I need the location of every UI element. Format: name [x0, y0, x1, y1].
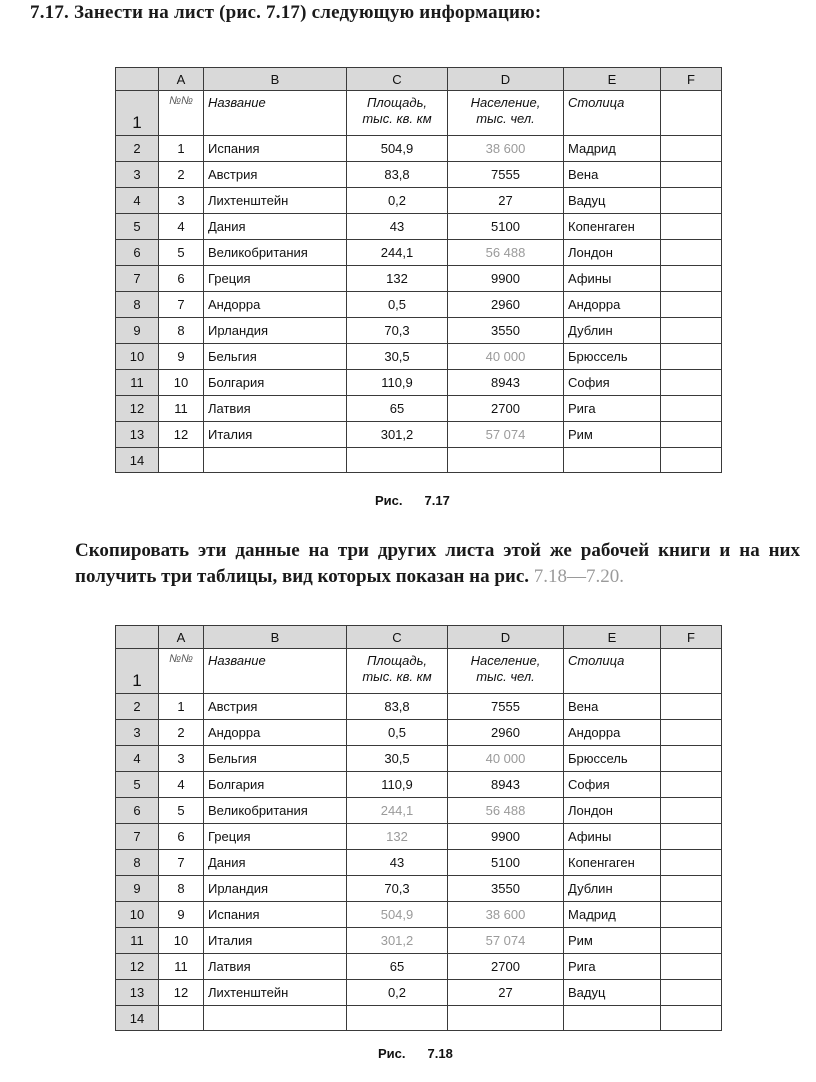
cell-number[interactable]: 12	[159, 980, 204, 1006]
cell-country[interactable]: Латвия	[204, 954, 347, 980]
table-row	[116, 318, 722, 344]
table-row	[116, 136, 722, 162]
row-number[interactable]: 2	[116, 694, 159, 720]
header-capital[interactable]: Столица	[564, 649, 661, 694]
empty-cell[interactable]	[661, 980, 722, 1006]
cell-country[interactable]: Андорра	[204, 292, 347, 318]
empty-cell[interactable]	[564, 1006, 661, 1031]
empty-cell[interactable]	[661, 292, 722, 318]
row-number[interactable]: 5	[116, 214, 159, 240]
column-header-a[interactable]: A	[159, 68, 204, 91]
empty-cell[interactable]	[661, 266, 722, 292]
empty-cell[interactable]	[661, 370, 722, 396]
cell-country[interactable]: Ирландия	[204, 876, 347, 902]
row-number[interactable]: 9	[116, 318, 159, 344]
paragraph-text: Скопировать эти данные на три других листа этой же рабочей книги и на них получить три таблицы, вид которых показан на рис.	[75, 540, 800, 587]
empty-cell[interactable]	[661, 188, 722, 214]
cell-area[interactable]: 132	[347, 824, 448, 850]
spreadsheet-fig-7-17	[115, 67, 722, 473]
row-number[interactable]: 2	[116, 136, 159, 162]
cell-country[interactable]: Австрия	[204, 694, 347, 720]
empty-cell[interactable]	[661, 798, 722, 824]
empty-cell[interactable]	[661, 1006, 722, 1031]
cell-capital[interactable]: Вена	[564, 162, 661, 188]
table-row	[116, 162, 722, 188]
cell-capital[interactable]: Мадрид	[564, 136, 661, 162]
cell-capital[interactable]: Брюссель	[564, 344, 661, 370]
cell-number[interactable]: 10	[159, 928, 204, 954]
cell-country[interactable]: Лихтенштейн	[204, 188, 347, 214]
cell-population[interactable]: 3550	[448, 876, 564, 902]
cell-country[interactable]: Италия	[204, 928, 347, 954]
cell-population[interactable]: 5100	[448, 850, 564, 876]
header-pop-line1: Население,	[470, 95, 541, 110]
cell-country[interactable]: Италия	[204, 422, 347, 448]
empty-cell[interactable]	[448, 1006, 564, 1031]
header-area-line1: Площадь,	[366, 95, 428, 110]
cell-number[interactable]: 1	[159, 694, 204, 720]
cell-country[interactable]: Греция	[204, 266, 347, 292]
header-capital[interactable]: Столица	[564, 91, 661, 136]
row-number[interactable]: 12	[116, 954, 159, 980]
cell-number[interactable]: 11	[159, 396, 204, 422]
empty-cell[interactable]	[661, 954, 722, 980]
cell-population[interactable]: 8943	[448, 370, 564, 396]
cell-capital[interactable]: Мадрид	[564, 902, 661, 928]
cell-country[interactable]: Дания	[204, 850, 347, 876]
cell-number[interactable]: 4	[159, 214, 204, 240]
cell-population[interactable]: 2700	[448, 954, 564, 980]
empty-cell[interactable]	[661, 720, 722, 746]
task-title: 7.17. Занести на лист (рис. 7.17) следующую информацию:	[30, 2, 542, 23]
cell-population[interactable]: 38 600	[448, 902, 564, 928]
cell-population[interactable]: 2960	[448, 292, 564, 318]
header-area-line2: тыс. кв. км	[362, 669, 432, 684]
cell-area[interactable]: 0,5	[347, 720, 448, 746]
cell-country[interactable]: Дания	[204, 214, 347, 240]
column-header-c[interactable]: C	[347, 68, 448, 91]
cell-capital[interactable]: Дублин	[564, 318, 661, 344]
empty-cell[interactable]	[661, 396, 722, 422]
cell-area[interactable]: 110,9	[347, 772, 448, 798]
cell-capital[interactable]: Вена	[564, 694, 661, 720]
cell-area[interactable]: 301,2	[347, 928, 448, 954]
empty-cell[interactable]	[159, 1006, 204, 1031]
empty-cell[interactable]	[661, 91, 722, 136]
table-row	[116, 876, 722, 902]
cell-country[interactable]: Великобритания	[204, 240, 347, 266]
cell-number[interactable]: 2	[159, 162, 204, 188]
instruction-paragraph	[75, 538, 800, 590]
cell-area[interactable]: 65	[347, 954, 448, 980]
empty-cell[interactable]	[204, 1006, 347, 1031]
cell-area[interactable]: 132	[347, 266, 448, 292]
column-header-row	[116, 68, 722, 91]
empty-cell[interactable]	[661, 928, 722, 954]
column-header-e[interactable]: E	[564, 626, 661, 649]
empty-cell[interactable]	[204, 448, 347, 473]
table-row	[116, 214, 722, 240]
header-pop-line1: Население,	[470, 653, 541, 668]
cell-capital[interactable]: София	[564, 370, 661, 396]
cell-number[interactable]: 10	[159, 370, 204, 396]
column-header-f[interactable]: F	[661, 626, 722, 649]
cell-number[interactable]: 6	[159, 824, 204, 850]
cell-population[interactable]: 40 000	[448, 746, 564, 772]
cell-capital[interactable]: Андорра	[564, 292, 661, 318]
column-header-row	[116, 626, 722, 649]
figure-caption-7-17	[375, 493, 472, 508]
cell-number[interactable]: 7	[159, 850, 204, 876]
row-number[interactable]: 6	[116, 240, 159, 266]
row-number[interactable]: 14	[116, 1006, 159, 1031]
empty-cell[interactable]	[564, 448, 661, 473]
table-row	[116, 292, 722, 318]
column-header-a[interactable]: A	[159, 626, 204, 649]
cell-area[interactable]: 244,1	[347, 240, 448, 266]
empty-cell[interactable]	[661, 240, 722, 266]
table-row	[116, 928, 722, 954]
cell-country[interactable]: Болгария	[204, 370, 347, 396]
empty-cell[interactable]	[661, 746, 722, 772]
table-row	[116, 824, 722, 850]
cell-capital[interactable]: Копенгаген	[564, 850, 661, 876]
cell-number[interactable]: 8	[159, 876, 204, 902]
table-row	[116, 694, 722, 720]
cell-area[interactable]: 504,9	[347, 902, 448, 928]
table-row	[116, 798, 722, 824]
column-header-b[interactable]: B	[204, 68, 347, 91]
row-number[interactable]: 11	[116, 928, 159, 954]
cell-capital[interactable]: Рига	[564, 396, 661, 422]
cell-capital[interactable]: София	[564, 772, 661, 798]
header-name[interactable]: Название	[204, 649, 347, 694]
cell-number[interactable]: 3	[159, 746, 204, 772]
header-area-line1: Площадь,	[366, 653, 428, 668]
header-area[interactable]	[347, 91, 448, 136]
cell-country[interactable]: Латвия	[204, 396, 347, 422]
corner-cell[interactable]	[116, 626, 159, 649]
cell-number[interactable]: 4	[159, 772, 204, 798]
table-row	[116, 396, 722, 422]
cell-population[interactable]: 56 488	[448, 240, 564, 266]
cell-capital[interactable]: Вадуц	[564, 188, 661, 214]
cell-capital[interactable]: Рим	[564, 928, 661, 954]
cell-capital[interactable]: Вадуц	[564, 980, 661, 1006]
cell-number[interactable]: 1	[159, 136, 204, 162]
column-header-d[interactable]: D	[448, 626, 564, 649]
table-header-row	[116, 649, 722, 694]
column-header-c[interactable]: C	[347, 626, 448, 649]
cell-population[interactable]: 3550	[448, 318, 564, 344]
row-number[interactable]: 10	[116, 902, 159, 928]
cell-number[interactable]: 9	[159, 902, 204, 928]
row-number[interactable]: 3	[116, 162, 159, 188]
figure-reference: 7.18—7.20.	[533, 566, 625, 587]
row-number[interactable]: 8	[116, 292, 159, 318]
table-row	[116, 720, 722, 746]
row-number[interactable]: 7	[116, 824, 159, 850]
header-name[interactable]: Название	[204, 91, 347, 136]
header-pop-line2: тыс. чел.	[476, 111, 535, 126]
table-row	[116, 422, 722, 448]
row-number[interactable]: 9	[116, 876, 159, 902]
cell-area[interactable]: 301,2	[347, 422, 448, 448]
table-row	[116, 772, 722, 798]
cell-population[interactable]: 7555	[448, 162, 564, 188]
cell-country[interactable]: Ирландия	[204, 318, 347, 344]
cell-capital[interactable]: Лондон	[564, 240, 661, 266]
cell-area[interactable]: 43	[347, 214, 448, 240]
empty-cell[interactable]	[661, 876, 722, 902]
cell-country[interactable]: Испания	[204, 136, 347, 162]
empty-cell[interactable]	[661, 422, 722, 448]
cell-number[interactable]: 9	[159, 344, 204, 370]
table-header-row	[116, 91, 722, 136]
cell-number[interactable]: 5	[159, 240, 204, 266]
empty-cell[interactable]	[661, 772, 722, 798]
cell-number[interactable]: 8	[159, 318, 204, 344]
cell-population[interactable]: 56 488	[448, 798, 564, 824]
row-number[interactable]: 4	[116, 188, 159, 214]
cell-capital[interactable]: Брюссель	[564, 746, 661, 772]
row-number[interactable]: 1	[116, 91, 159, 136]
table-row	[116, 954, 722, 980]
cell-population[interactable]: 40 000	[448, 344, 564, 370]
empty-cell[interactable]	[159, 448, 204, 473]
empty-cell[interactable]	[661, 448, 722, 473]
empty-cell[interactable]	[661, 850, 722, 876]
row-number[interactable]: 4	[116, 746, 159, 772]
row-number[interactable]: 12	[116, 396, 159, 422]
cell-country[interactable]: Великобритания	[204, 798, 347, 824]
cell-population[interactable]: 7555	[448, 694, 564, 720]
empty-row	[116, 448, 722, 473]
caption-number: 7.17	[424, 493, 450, 508]
header-pop-line2: тыс. чел.	[476, 669, 535, 684]
empty-cell[interactable]	[661, 694, 722, 720]
cell-capital[interactable]: Рим	[564, 422, 661, 448]
column-header-e[interactable]: E	[564, 68, 661, 91]
table-row	[116, 370, 722, 396]
caption-label: Рис.	[378, 1046, 406, 1061]
empty-cell[interactable]	[661, 824, 722, 850]
cell-country[interactable]: Андорра	[204, 720, 347, 746]
cell-area[interactable]: 83,8	[347, 162, 448, 188]
table-row	[116, 344, 722, 370]
cell-country[interactable]: Испания	[204, 902, 347, 928]
column-header-b[interactable]: B	[204, 626, 347, 649]
cell-country[interactable]: Болгария	[204, 772, 347, 798]
row-number[interactable]: 14	[116, 448, 159, 473]
header-area[interactable]	[347, 649, 448, 694]
cell-area[interactable]: 504,9	[347, 136, 448, 162]
table-row	[116, 746, 722, 772]
cell-capital[interactable]: Рига	[564, 954, 661, 980]
cell-area[interactable]: 70,3	[347, 318, 448, 344]
cell-area[interactable]: 244,1	[347, 798, 448, 824]
column-header-d[interactable]: D	[448, 68, 564, 91]
cell-country[interactable]: Бельгия	[204, 746, 347, 772]
table-body	[116, 694, 722, 1006]
table-row	[116, 240, 722, 266]
cell-country[interactable]: Австрия	[204, 162, 347, 188]
cell-area[interactable]: 0,2	[347, 188, 448, 214]
table-row	[116, 850, 722, 876]
header-population[interactable]	[448, 91, 564, 136]
cell-capital[interactable]: Андорра	[564, 720, 661, 746]
cell-capital[interactable]: Копенгаген	[564, 214, 661, 240]
cell-area[interactable]: 83,8	[347, 694, 448, 720]
row-number[interactable]: 10	[116, 344, 159, 370]
empty-cell[interactable]	[661, 162, 722, 188]
cell-area[interactable]: 0,5	[347, 292, 448, 318]
cell-area[interactable]: 70,3	[347, 876, 448, 902]
cell-area[interactable]: 65	[347, 396, 448, 422]
empty-cell[interactable]	[661, 136, 722, 162]
table-row	[116, 902, 722, 928]
cell-area[interactable]: 30,5	[347, 344, 448, 370]
cell-capital[interactable]: Дублин	[564, 876, 661, 902]
cell-number[interactable]: 2	[159, 720, 204, 746]
cell-number[interactable]: 6	[159, 266, 204, 292]
row-number[interactable]: 7	[116, 266, 159, 292]
row-number[interactable]: 1	[116, 649, 159, 694]
cell-population[interactable]: 2960	[448, 720, 564, 746]
row-number[interactable]: 13	[116, 422, 159, 448]
cell-population[interactable]: 57 074	[448, 928, 564, 954]
cell-population[interactable]: 27	[448, 188, 564, 214]
cell-country[interactable]: Бельгия	[204, 344, 347, 370]
caption-number: 7.18	[427, 1046, 453, 1061]
spreadsheet-fig-7-18	[115, 625, 722, 1031]
row-number[interactable]: 6	[116, 798, 159, 824]
row-number[interactable]: 8	[116, 850, 159, 876]
empty-cell[interactable]	[347, 1006, 448, 1031]
cell-capital[interactable]: Афины	[564, 266, 661, 292]
empty-cell[interactable]	[661, 214, 722, 240]
empty-cell[interactable]	[347, 448, 448, 473]
row-number[interactable]: 3	[116, 720, 159, 746]
caption-label: Рис.	[375, 493, 403, 508]
cell-capital[interactable]: Лондон	[564, 798, 661, 824]
empty-cell[interactable]	[661, 902, 722, 928]
cell-population[interactable]: 27	[448, 980, 564, 1006]
empty-cell[interactable]	[661, 649, 722, 694]
empty-cell[interactable]	[448, 448, 564, 473]
cell-area[interactable]: 30,5	[347, 746, 448, 772]
empty-cell[interactable]	[661, 344, 722, 370]
header-area-line2: тыс. кв. км	[362, 111, 432, 126]
row-number[interactable]: 13	[116, 980, 159, 1006]
empty-row	[116, 1006, 722, 1031]
table-row	[116, 266, 722, 292]
row-number[interactable]: 5	[116, 772, 159, 798]
table-row	[116, 980, 722, 1006]
cell-number[interactable]: 7	[159, 292, 204, 318]
cell-population[interactable]: 9900	[448, 266, 564, 292]
cell-number[interactable]: 5	[159, 798, 204, 824]
cell-country[interactable]: Греция	[204, 824, 347, 850]
cell-population[interactable]: 8943	[448, 772, 564, 798]
table-row	[116, 188, 722, 214]
row-number[interactable]: 11	[116, 370, 159, 396]
cell-area[interactable]: 43	[347, 850, 448, 876]
table-body	[116, 136, 722, 448]
cell-population[interactable]: 5100	[448, 214, 564, 240]
cell-number[interactable]: 12	[159, 422, 204, 448]
cell-population[interactable]: 38 600	[448, 136, 564, 162]
cell-country[interactable]: Лихтенштейн	[204, 980, 347, 1006]
cell-number[interactable]: 3	[159, 188, 204, 214]
header-num[interactable]: №№	[159, 91, 204, 136]
cell-capital[interactable]: Афины	[564, 824, 661, 850]
cell-number[interactable]: 11	[159, 954, 204, 980]
header-num[interactable]: №№	[159, 649, 204, 694]
corner-cell[interactable]	[116, 68, 159, 91]
cell-population[interactable]: 9900	[448, 824, 564, 850]
cell-population[interactable]: 57 074	[448, 422, 564, 448]
column-header-f[interactable]: F	[661, 68, 722, 91]
header-population[interactable]	[448, 649, 564, 694]
cell-population[interactable]: 2700	[448, 396, 564, 422]
figure-caption-7-18	[378, 1046, 475, 1061]
cell-area[interactable]: 0,2	[347, 980, 448, 1006]
cell-area[interactable]: 110,9	[347, 370, 448, 396]
empty-cell[interactable]	[661, 318, 722, 344]
